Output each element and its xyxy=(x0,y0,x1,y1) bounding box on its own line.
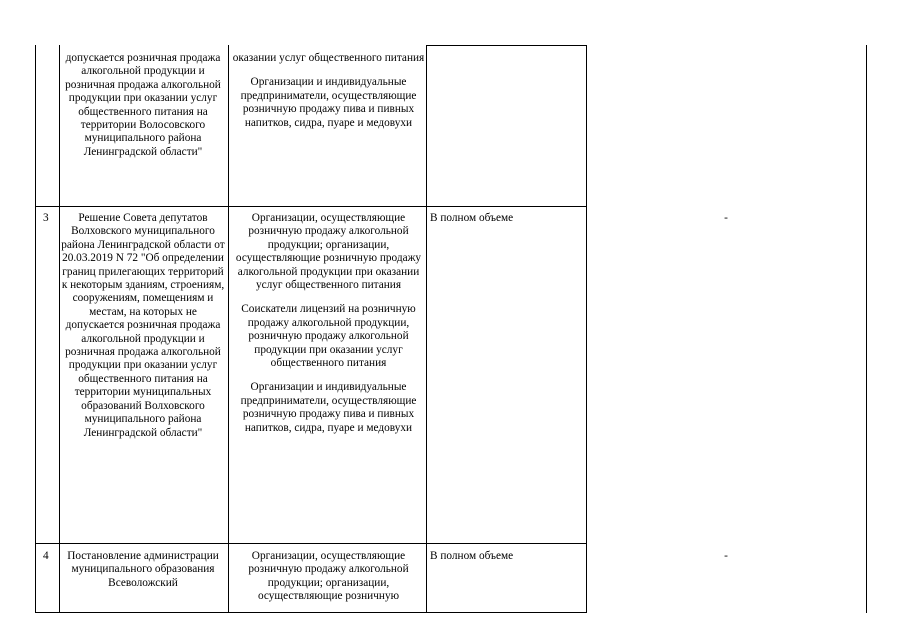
subject-text: Соискатели лицензий на розничную продажу алкогольной продукции, розничную продажу алкогольной продукции при оказании услуг общественного питания xyxy=(241,303,416,370)
row-number: 3 xyxy=(43,212,49,224)
table-row-1-document xyxy=(61,52,225,159)
details-text: - xyxy=(724,212,728,224)
document-text: Постановление администрации муниципального образования Всеволожский xyxy=(67,550,219,589)
row-divider-1 xyxy=(35,206,587,207)
subject-text: Организации и индивидуальные предприниматели, осуществляющие розничную продажу пива и пивных напитков, сидра, пуаре и медовухи xyxy=(240,76,417,129)
subject-text: Организации и индивидуальные предприниматели, осуществляющие розничную продажу пива и пивных напитков, сидра, пуаре и медовухи xyxy=(240,381,417,434)
scope-text: В полном объеме xyxy=(430,550,514,562)
details-text: - xyxy=(724,550,728,562)
table-row-3-scope xyxy=(430,550,582,563)
row-bottom-border xyxy=(35,612,587,613)
document-text: допускается розничная продажа алкогольной продукции и розничная продажа алкогольной продукции при оказании услуг общественного питания на территории Волосовского муниципального района Ленинградской области" xyxy=(65,52,221,158)
row-top-border xyxy=(426,45,587,46)
table-row-3-details xyxy=(590,550,862,563)
scope-text: В полном объеме xyxy=(430,212,514,224)
subject-text: Организации, осуществляющие розничную продажу алкогольной продукции; организации, осуществляющие розничную xyxy=(248,550,409,603)
table-row-2-subjects xyxy=(232,212,425,435)
table-row-3-document xyxy=(61,550,225,590)
column-divider-2 xyxy=(228,45,229,613)
table-row-2-scope xyxy=(430,212,582,225)
table-row-1-subjects xyxy=(232,52,425,130)
document-text: Решение Совета депутатов Волховского муниципального района Ленинградской области от 20.03.2019 N 72 "Об определении границ прилегающих территорий к некоторым зданиям, строениям, сооружениям, помещениям и местам, на которых не допускается розничная продажа алкогольной продукции и розничная продажа алкогольной продукции при оказании услуг общественного питания на территории муниципальных образований Волховского муниципального района Ленинградской области" xyxy=(61,212,225,439)
table-border-left xyxy=(35,45,36,613)
row-number: 4 xyxy=(43,550,49,562)
row-divider-2 xyxy=(35,543,587,544)
subject-text: Организации, осуществляющие розничную продажу алкогольной продукции; организации, осуществляющие розничную продажу алкогольной продукции при оказании услуг общественного питания xyxy=(235,212,422,292)
table-row-3-subjects xyxy=(232,550,425,604)
column-divider-3 xyxy=(426,45,427,613)
table-row-3-number xyxy=(43,550,49,563)
column-divider-4 xyxy=(586,45,587,613)
table-border-right xyxy=(866,45,867,613)
table-row-2-document xyxy=(61,212,225,440)
column-divider-1 xyxy=(59,45,60,613)
subject-text: оказании услуг общественного питания xyxy=(232,52,425,64)
table-row-2-number xyxy=(43,212,49,225)
table-row-2-details xyxy=(590,212,862,225)
